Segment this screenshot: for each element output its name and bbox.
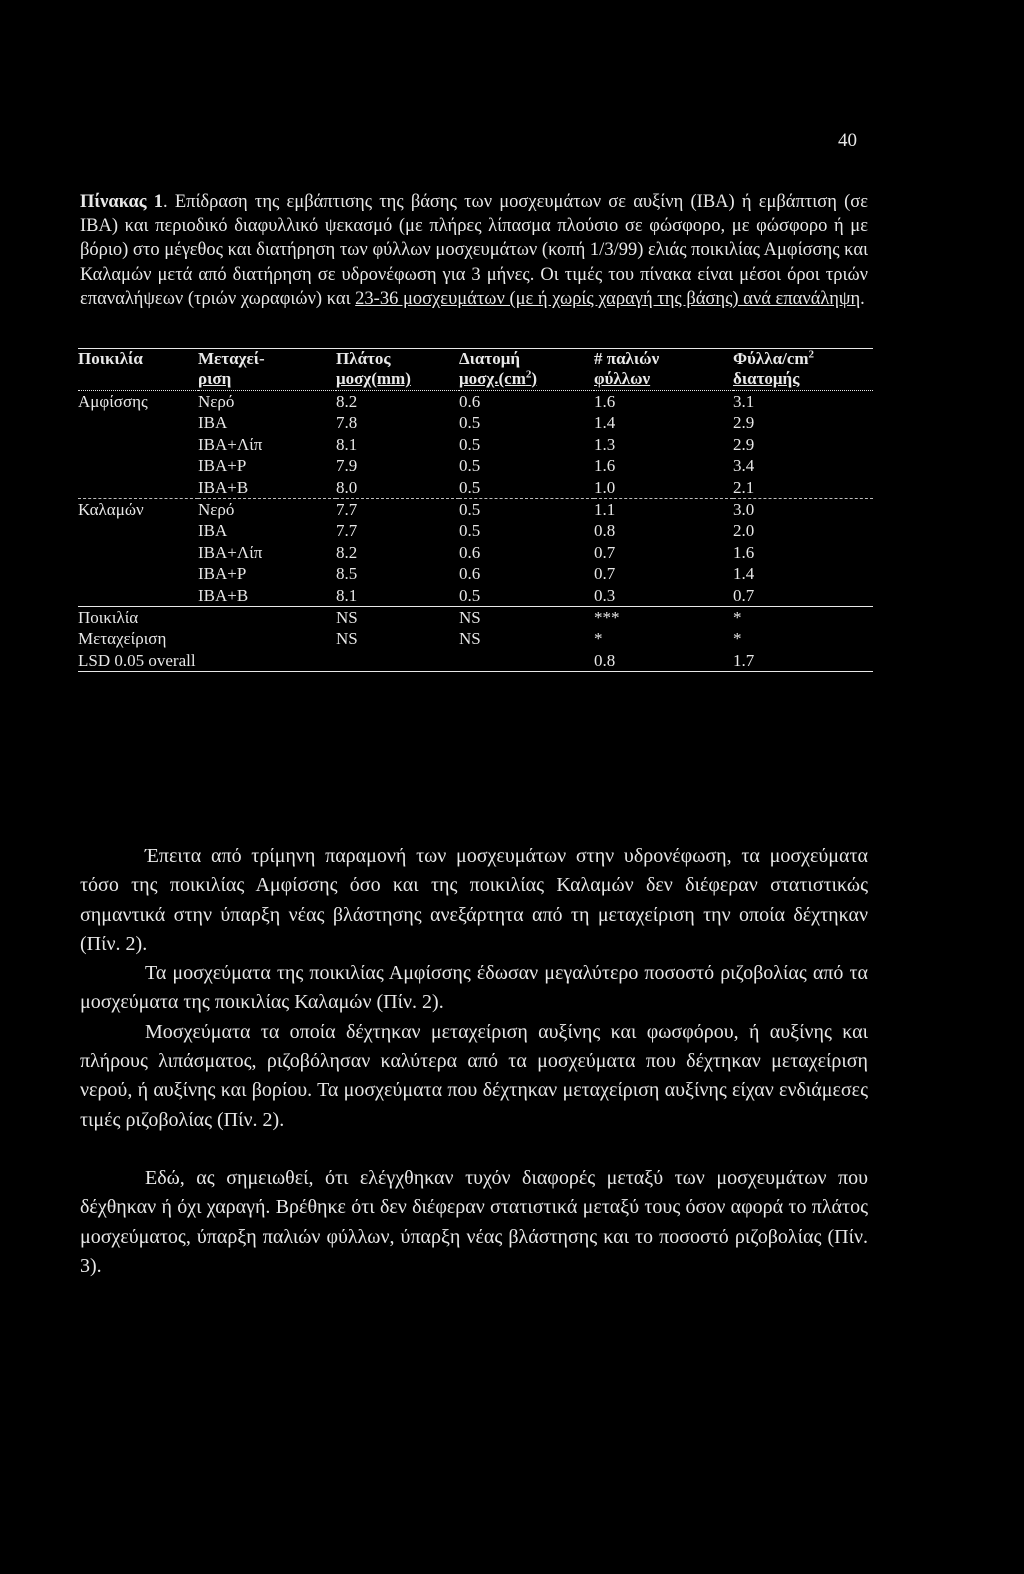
cell-width: NS	[336, 629, 358, 649]
cell-old-leaves: 1.0	[594, 477, 733, 499]
cell-old-leaves: 1.4	[594, 413, 616, 433]
cell-treatment: IBA+P	[198, 564, 247, 584]
table-row	[78, 499, 873, 521]
cell-section: 0.5	[459, 413, 481, 433]
body-text	[80, 842, 868, 1281]
table-caption: Πίνακας 1. Επίδραση της εμβάπτισης της βάσης των μοσχευμάτων σε αυξίνη (IBA) ή εμβάπτιση (σε IBA) και περιοδικό διαφυλλικό ψεκασμό (με πλήρες λίπασμα πλούσιο σε φώσφορο, με φώσφορο ή με βόριο) στο μέγεθος και διατήρηση των φύλλων μοσχευμάτων (κοπή 1/3/99) ελιάς ποικιλίας Αμφίσσης και Καλαμών μετά από διατήρηση σε υδρονέφωση για 3 μήνες. Οι τιμές του πίνακα είναι μέσοι όροι τριών επαναλήψεων (τριών χωραφιών) και 23-36 μοσχευμάτων (με ή χωρίς χαραγή της βάσης) ανά επανάληψη.	[80, 192, 868, 309]
cell-width	[336, 650, 459, 672]
header-variety: Ποικιλία	[78, 349, 198, 370]
cell-treatment: IBA+Λίπ	[198, 542, 263, 562]
cell-section: 0.5	[459, 477, 594, 499]
table-row	[78, 391, 873, 413]
cell-width: 8.1	[336, 585, 358, 605]
table-row	[78, 455, 873, 476]
cell-variety	[78, 434, 198, 455]
cell-leaves: 3.0	[733, 500, 755, 520]
table-row	[78, 520, 873, 541]
cell-leaves: *	[733, 607, 873, 629]
cell-width: 7.9	[336, 456, 358, 476]
cell-width: 7.7	[336, 500, 358, 520]
page-number: 40	[838, 130, 857, 151]
table-row	[78, 542, 873, 563]
cell-leaves: 1.7	[733, 650, 873, 672]
cell-leaves: *	[733, 629, 742, 649]
cell-significance-label: Ποικιλία	[78, 607, 336, 629]
cell-leaves: 0.7	[733, 585, 755, 605]
cell-section: NS	[459, 629, 481, 649]
cell-section: NS	[459, 607, 594, 629]
cell-old-leaves: ***	[594, 607, 733, 629]
cell-width: 8.2	[336, 392, 358, 411]
header-section: Διατομή	[459, 349, 594, 370]
cell-section: 0.5	[459, 434, 481, 454]
cell-old-leaves: 0.8	[594, 650, 733, 672]
paragraph: Μοσχεύματα τα οποία δέχτηκαν μεταχείριση αυξίνης και φωσφόρου, ή αυξίνης και πλήρους λιπάσματος, ριζοβόλησαν καλύτερα από τα μοσχεύματα που δέχτηκαν μεταχείριση νερού, ή αυξίνης και βορίου. Τα μοσχεύματα που δέχτηκαν μεταχείριση αυξίνης είχαν ενδιάμεσες τιμές ριζοβολίας (Πίν. 2).	[80, 1020, 868, 1131]
cell-section: 0.6	[459, 392, 481, 411]
cell-old-leaves: 1.1	[594, 500, 616, 520]
cell-width: 7.8	[336, 413, 358, 433]
cell-treatment: IBA+P	[198, 456, 247, 476]
cell-old-leaves: 0.7	[594, 564, 616, 584]
caption-text: . Επίδραση της εμβάπτισης της βάσης των μοσχευμάτων σε αυξίνη (IBA) ή εμβάπτιση (σε IBA) και περιοδικό διαφυλλικό ψεκασμό (με πλήρες λίπασμα πλούσιο σε φώσφορο, με φώσφορο ή με βόριο) στο μέγεθος και διατήρηση των φύλλων μοσχευμάτων (κοπή 1/3/99) ελιάς ποικιλίας Αμφίσσης και Καλαμών μετά από διατήρηση σε υδρονέφωση για 3 μήνες. Οι τιμές του πίνακα είναι μέσοι όροι τριών επαναλήψεων (τριών χωραφιών) και	[80, 192, 868, 309]
table-row	[78, 585, 873, 607]
cell-width: 8.1	[336, 434, 358, 454]
cell-leaves: 1.4	[733, 564, 755, 584]
cell-leaves: 3.1	[733, 392, 755, 411]
cell-width: 8.0	[336, 477, 459, 499]
table-header-row	[78, 349, 873, 370]
cell-section: 0.5	[459, 521, 481, 541]
paragraph: Έπειτα από τρίμηνη παραμονή των μοσχευμάτων στην υδρονέφωση, τα μοσχεύματα τόσο της ποικιλίας Αμφίσσης όσο και της ποικιλίας Καλαμών δεν διέφεραν στατιστικώς σημαντικά στην ύπαρξη νέας βλάστησης ανεξάρτητα από τη μεταχείριση την οποία δέχτηκαν (Πίν. 2).	[80, 845, 868, 955]
cell-variety: Καλαμών	[78, 500, 144, 520]
significance-row	[78, 607, 873, 629]
header-old-leaves-2: φύλλων	[594, 369, 733, 391]
table-body	[78, 391, 873, 672]
cell-leaves: 1.6	[733, 542, 755, 562]
cell-treatment: IBA+B	[198, 477, 336, 499]
header-width: Πλάτος	[336, 349, 459, 370]
cell-treatment: Νερό	[198, 500, 235, 520]
table-row	[78, 412, 873, 433]
table-row	[78, 477, 873, 499]
cell-section	[459, 650, 594, 672]
cell-section: 0.5	[459, 585, 481, 605]
paragraph: Τα μοσχεύματα της ποικιλίας Αμφίσσης έδωσαν μεγαλύτερο ποσοστό ριζοβολίας από τα μοσχεύματα της ποικιλίας Καλαμών (Πίν. 2).	[80, 962, 868, 1014]
table-row	[78, 563, 873, 584]
header-section-2: $\mu o\sigma\chi.(cm^2)$	[459, 369, 594, 391]
caption-underlined-text: 23-36 μοσχευμάτων (με ή χωρίς χαραγή της βάσης) ανά επανάληψη	[355, 288, 861, 309]
cell-variety	[78, 477, 198, 499]
header-leaves: Φύλλα/$cm^2$	[733, 349, 873, 370]
cell-treatment: Νερό	[198, 392, 235, 411]
cell-leaves: 2.1	[733, 477, 873, 499]
cell-section: 0.5	[459, 456, 481, 476]
significance-row	[78, 628, 873, 649]
header-width-2: μοσχ(mm)	[336, 369, 459, 391]
cell-treatment: IBA+Λίπ	[198, 434, 263, 454]
cell-significance-label: LSD 0.05 overall	[78, 650, 336, 672]
cell-old-leaves: *	[594, 629, 603, 649]
table-row	[78, 434, 873, 455]
cell-significance-label: Μεταχείριση	[78, 629, 167, 649]
header-old-leaves: # παλιών	[594, 349, 733, 370]
data-table	[78, 348, 873, 672]
cell-old-leaves: 0.7	[594, 542, 616, 562]
paragraph: Εδώ, ας σημειωθεί, ότι ελέγχθηκαν τυχόν διαφορές μεταξύ των μοσχευμάτων που δέχθηκαν ή όχι χαραγή. Βρέθηκε ότι δεν διέφεραν στατιστικά μεταξύ τους όσον αφορά το πλάτος μοσχεύματος, ύπαρξη παλιών φύλλων, ύπαρξη νέας βλάστησης και το ποσοστό ριζοβολίας (Πίν. 3).	[80, 1166, 868, 1277]
cell-variety: Αμφίσσης	[78, 392, 148, 411]
cell-variety	[78, 585, 198, 607]
cell-variety	[78, 412, 198, 433]
header-variety-2	[78, 369, 198, 391]
cell-old-leaves: 0.8	[594, 521, 616, 541]
significance-row	[78, 650, 873, 672]
cell-leaves: 2.0	[733, 521, 755, 541]
cell-variety	[78, 542, 198, 563]
cell-treatment: IBA	[198, 413, 228, 433]
cell-leaves: 3.4	[733, 456, 755, 476]
cell-section: 0.6	[459, 542, 481, 562]
header-treatment-2: ριση	[198, 369, 336, 391]
cell-old-leaves: 0.3	[594, 585, 616, 605]
cell-old-leaves: 1.3	[594, 434, 616, 454]
cell-leaves: 2.9	[733, 413, 755, 433]
cell-width: 8.5	[336, 564, 358, 584]
cell-variety	[78, 520, 198, 541]
header-treatment: Μεταχεί-	[198, 349, 336, 370]
table-header-row-2	[78, 369, 873, 391]
cell-old-leaves: 1.6	[594, 456, 616, 476]
cell-section: 0.6	[459, 564, 481, 584]
cell-variety	[78, 455, 198, 476]
cell-variety	[78, 563, 198, 584]
cell-treatment: IBA+B	[198, 585, 249, 605]
cell-width: 8.2	[336, 542, 358, 562]
cell-treatment: IBA	[198, 521, 228, 541]
cell-width: 7.7	[336, 521, 358, 541]
header-leaves-2: διατομής	[733, 369, 873, 391]
cell-leaves: 2.9	[733, 434, 755, 454]
cell-width: NS	[336, 607, 459, 629]
caption-label: Πίνακας 1	[80, 192, 164, 212]
cell-section: 0.5	[459, 500, 481, 520]
cell-old-leaves: 1.6	[594, 392, 616, 411]
